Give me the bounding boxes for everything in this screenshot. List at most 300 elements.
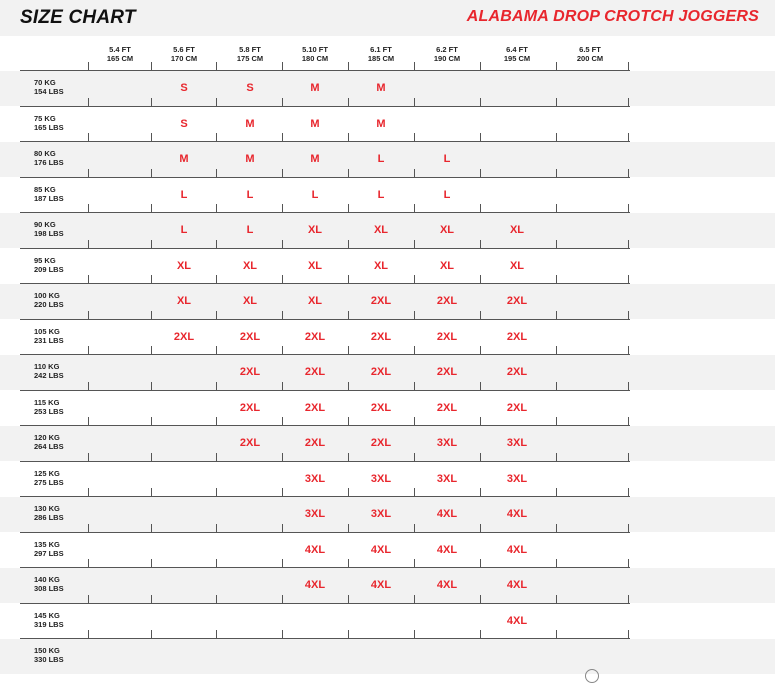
column-tick — [282, 169, 283, 177]
column-tick — [88, 382, 89, 390]
height-cm: 165 CM — [106, 54, 134, 63]
column-tick — [414, 275, 415, 283]
weight-kg: 140 KG — [34, 575, 60, 584]
column-tick — [556, 630, 557, 638]
size-cell: M — [179, 153, 189, 165]
row-weight-label — [34, 398, 64, 416]
column-tick — [348, 417, 349, 425]
column-header — [417, 45, 477, 63]
column-tick — [216, 382, 217, 390]
column-tick — [151, 169, 152, 177]
column-tick — [414, 133, 415, 141]
column-tick — [348, 169, 349, 177]
weight-lbs: 253 LBS — [34, 406, 64, 416]
column-tick — [480, 382, 481, 390]
size-cell: 2XL — [239, 366, 261, 378]
column-tick — [480, 204, 481, 212]
column-header — [351, 45, 411, 63]
column-tick — [414, 453, 415, 461]
column-tick — [556, 346, 557, 354]
weight-kg: 125 KG — [34, 468, 60, 478]
size-cell: L — [443, 188, 451, 201]
weight-kg: 75 KG — [34, 113, 56, 123]
column-tick — [480, 346, 481, 354]
weight-kg: 70 KG — [34, 78, 56, 87]
column-tick — [151, 133, 152, 141]
column-tick — [282, 311, 283, 319]
column-tick — [348, 524, 349, 532]
weight-kg: 100 KG — [34, 291, 60, 300]
size-cell: 2XL — [370, 401, 392, 414]
size-cell: 2XL — [370, 437, 392, 449]
column-header — [154, 45, 214, 63]
size-cell: M — [376, 117, 386, 130]
size-cell: 2XL — [436, 366, 458, 378]
size-cell: 4XL — [304, 543, 326, 556]
column-tick — [88, 311, 89, 319]
row-weight-label — [34, 362, 64, 380]
column-tick — [88, 524, 89, 532]
column-tick — [151, 98, 152, 106]
column-tick — [480, 559, 481, 567]
size-cell: L — [246, 224, 254, 236]
column-tick — [628, 453, 629, 461]
row-weight-label — [34, 78, 64, 96]
weight-lbs: 209 LBS — [34, 264, 64, 274]
size-cell: 2XL — [506, 330, 528, 343]
column-tick — [556, 453, 557, 461]
column-tick — [282, 240, 283, 248]
column-tick — [414, 62, 415, 70]
product-title: ALABAMA DROP CROTCH JOGGERS — [466, 8, 759, 25]
size-cell: XL — [176, 295, 192, 307]
weight-lbs: 220 LBS — [34, 300, 64, 309]
column-tick — [348, 453, 349, 461]
size-cell: 2XL — [436, 330, 458, 343]
column-tick — [556, 204, 557, 212]
weight-lbs: 187 LBS — [34, 193, 64, 203]
row-weight-label — [34, 433, 64, 451]
column-tick — [282, 630, 283, 638]
column-tick — [556, 133, 557, 141]
row-weight-label — [34, 220, 64, 238]
height-ft: 5.6 FT — [173, 45, 195, 54]
column-tick — [282, 204, 283, 212]
height-cm: 185 CM — [367, 54, 395, 63]
column-tick — [628, 524, 629, 532]
size-cell: 2XL — [304, 437, 326, 449]
height-cm: 195 CM — [503, 54, 531, 63]
column-tick — [88, 417, 89, 425]
column-tick — [414, 595, 415, 603]
size-cell: 4XL — [506, 579, 528, 591]
size-cell: 2XL — [506, 366, 528, 378]
size-cell: 4XL — [436, 508, 458, 520]
column-header — [220, 45, 280, 63]
column-tick — [556, 62, 557, 70]
column-tick — [282, 595, 283, 603]
column-tick — [628, 559, 629, 567]
column-tick — [88, 275, 89, 283]
size-cell: 4XL — [506, 543, 528, 556]
size-cell: 2XL — [436, 295, 458, 307]
column-tick — [480, 133, 481, 141]
column-tick — [414, 417, 415, 425]
weight-lbs: 264 LBS — [34, 442, 64, 451]
weight-kg: 130 KG — [34, 504, 60, 513]
size-cell: 2XL — [239, 401, 261, 414]
row-weight-label — [34, 540, 64, 558]
size-cell: 2XL — [370, 295, 392, 307]
size-row — [0, 604, 775, 639]
height-ft: 6.2 FT — [436, 45, 458, 54]
column-tick — [282, 275, 283, 283]
column-tick — [480, 275, 481, 283]
size-cell: 2XL — [370, 366, 392, 378]
column-tick — [414, 98, 415, 106]
column-tick — [151, 275, 152, 283]
size-cell: XL — [307, 224, 323, 236]
size-cell: XL — [439, 224, 455, 236]
header-bar — [0, 0, 775, 36]
height-ft: 6.1 FT — [370, 45, 392, 54]
column-tick — [88, 133, 89, 141]
size-cell: S — [246, 82, 254, 94]
size-cell: L — [180, 224, 188, 236]
column-tick — [88, 488, 89, 496]
size-cell: 2XL — [304, 401, 326, 414]
column-tick — [628, 169, 629, 177]
column-tick — [480, 62, 481, 70]
column-tick — [88, 595, 89, 603]
size-cell: 4XL — [304, 579, 326, 591]
size-cell: 3XL — [370, 472, 392, 485]
column-tick — [88, 559, 89, 567]
column-tick — [556, 382, 557, 390]
column-tick — [628, 204, 629, 212]
size-cell: 4XL — [370, 579, 392, 591]
size-cell: 2XL — [304, 330, 326, 343]
weight-lbs: 286 LBS — [34, 513, 64, 522]
height-cm: 170 CM — [170, 54, 198, 63]
height-cm: 190 CM — [433, 54, 461, 63]
column-tick — [151, 346, 152, 354]
column-tick — [216, 275, 217, 283]
column-header — [487, 45, 547, 63]
column-tick — [348, 204, 349, 212]
column-tick — [282, 488, 283, 496]
size-cell: L — [443, 153, 451, 165]
size-cell: 2XL — [304, 366, 326, 378]
column-tick — [216, 62, 217, 70]
column-tick — [348, 559, 349, 567]
column-tick — [628, 275, 629, 283]
column-tick — [414, 382, 415, 390]
column-tick — [216, 346, 217, 354]
column-header — [285, 45, 345, 63]
column-tick — [282, 453, 283, 461]
size-cell: XL — [242, 295, 258, 307]
size-row — [0, 639, 775, 674]
size-cell: XL — [509, 224, 525, 236]
column-tick — [151, 382, 152, 390]
column-tick — [282, 524, 283, 532]
column-tick — [348, 488, 349, 496]
weight-kg: 90 KG — [34, 220, 56, 229]
column-tick — [151, 204, 152, 212]
size-cell: 3XL — [304, 472, 326, 485]
column-tick — [556, 98, 557, 106]
size-cell: 3XL — [370, 508, 392, 520]
size-cell: 2XL — [370, 330, 392, 343]
registered-mark-icon — [585, 669, 599, 683]
column-tick — [348, 98, 349, 106]
weight-lbs: 154 LBS — [34, 87, 64, 96]
column-tick — [556, 417, 557, 425]
height-cm: 200 CM — [576, 54, 604, 63]
size-cell: M — [310, 153, 320, 165]
weight-kg: 110 KG — [34, 362, 60, 371]
size-cell: S — [180, 117, 188, 130]
column-tick — [348, 630, 349, 638]
column-tick — [151, 453, 152, 461]
column-header — [90, 45, 150, 63]
size-cell: 2XL — [173, 330, 195, 343]
size-cell: L — [180, 188, 188, 201]
column-tick — [414, 488, 415, 496]
column-header — [560, 45, 620, 63]
size-cell: XL — [242, 259, 258, 272]
column-tick — [556, 524, 557, 532]
size-chart-title: SIZE CHART — [20, 7, 136, 28]
column-tick — [216, 133, 217, 141]
column-tick — [282, 98, 283, 106]
size-cell: XL — [307, 295, 323, 307]
column-tick — [480, 488, 481, 496]
size-cell: M — [310, 82, 320, 94]
column-tick — [480, 311, 481, 319]
size-cell: 4XL — [436, 543, 458, 556]
column-tick — [348, 62, 349, 70]
row-weight-label — [34, 149, 64, 167]
column-tick — [282, 62, 283, 70]
size-cell: XL — [307, 259, 323, 272]
weight-lbs: 319 LBS — [34, 619, 64, 629]
column-tick — [88, 453, 89, 461]
size-cell: XL — [176, 259, 192, 272]
column-tick — [556, 169, 557, 177]
weight-kg: 85 KG — [34, 184, 56, 194]
column-tick — [414, 204, 415, 212]
height-ft: 6.5 FT — [579, 45, 601, 54]
row-weight-label — [34, 291, 64, 309]
size-cell: 4XL — [370, 543, 392, 556]
row-weight-label — [34, 504, 64, 522]
column-tick — [348, 346, 349, 354]
size-cell: XL — [439, 259, 455, 272]
column-tick — [216, 204, 217, 212]
size-cell: L — [377, 188, 385, 201]
size-cell: XL — [373, 259, 389, 272]
weight-kg: 150 KG — [34, 646, 60, 655]
column-tick — [348, 382, 349, 390]
weight-lbs: 165 LBS — [34, 122, 64, 132]
size-cell: XL — [509, 259, 525, 272]
column-tick — [216, 98, 217, 106]
weight-kg: 120 KG — [34, 433, 60, 442]
column-tick — [216, 488, 217, 496]
column-tick — [556, 595, 557, 603]
size-cell: 2XL — [239, 437, 261, 449]
size-cell: M — [310, 117, 320, 130]
column-tick — [88, 169, 89, 177]
height-ft: 5.10 FT — [302, 45, 328, 54]
size-cell: 2XL — [436, 401, 458, 414]
column-tick — [216, 169, 217, 177]
column-tick — [216, 311, 217, 319]
size-cell: 3XL — [506, 472, 528, 485]
column-tick — [414, 630, 415, 638]
weight-kg: 80 KG — [34, 149, 56, 158]
column-tick — [216, 559, 217, 567]
column-tick — [151, 488, 152, 496]
column-tick — [88, 204, 89, 212]
size-cell: 4XL — [506, 614, 528, 627]
size-cell: M — [376, 82, 386, 94]
column-tick — [414, 169, 415, 177]
column-tick — [414, 559, 415, 567]
weight-lbs: 297 LBS — [34, 548, 64, 558]
height-ft: 5.4 FT — [109, 45, 131, 54]
column-tick — [628, 240, 629, 248]
weight-kg: 115 KG — [34, 397, 60, 407]
column-tick — [480, 453, 481, 461]
weight-lbs: 308 LBS — [34, 584, 64, 593]
column-tick — [348, 311, 349, 319]
column-tick — [348, 240, 349, 248]
column-tick — [480, 417, 481, 425]
column-tick — [628, 98, 629, 106]
column-tick — [151, 417, 152, 425]
column-tick — [282, 559, 283, 567]
column-tick — [216, 524, 217, 532]
size-cell: 4XL — [436, 579, 458, 591]
column-tick — [88, 240, 89, 248]
column-tick — [282, 346, 283, 354]
row-weight-label — [34, 611, 64, 629]
weight-kg: 105 KG — [34, 326, 60, 336]
column-tick — [628, 311, 629, 319]
column-tick — [628, 488, 629, 496]
column-tick — [88, 98, 89, 106]
size-cell: 3XL — [506, 437, 528, 449]
column-tick — [628, 62, 629, 70]
column-tick — [151, 595, 152, 603]
column-tick — [282, 133, 283, 141]
column-tick — [628, 382, 629, 390]
weight-lbs: 275 LBS — [34, 477, 64, 487]
column-tick — [216, 630, 217, 638]
column-tick — [216, 240, 217, 248]
height-cm: 180 CM — [301, 54, 329, 63]
size-cell: L — [311, 188, 319, 201]
weight-lbs: 242 LBS — [34, 371, 64, 380]
size-cell: 3XL — [436, 472, 458, 485]
size-cell: 2XL — [506, 401, 528, 414]
column-tick — [480, 169, 481, 177]
weight-kg: 95 KG — [34, 255, 56, 265]
weight-kg: 135 KG — [34, 539, 60, 549]
column-tick — [88, 62, 89, 70]
column-tick — [151, 524, 152, 532]
column-tick — [216, 595, 217, 603]
column-tick — [480, 524, 481, 532]
weight-lbs: 330 LBS — [34, 655, 64, 664]
row-weight-label — [34, 646, 64, 664]
column-tick — [216, 417, 217, 425]
size-cell: L — [377, 153, 385, 165]
size-cell: L — [246, 188, 254, 201]
column-tick — [414, 240, 415, 248]
column-tick — [348, 595, 349, 603]
column-tick — [151, 630, 152, 638]
size-cell: 4XL — [506, 508, 528, 520]
row-weight-label — [34, 185, 64, 203]
height-cm: 175 CM — [236, 54, 264, 63]
column-tick — [88, 346, 89, 354]
column-tick — [414, 524, 415, 532]
column-tick — [348, 275, 349, 283]
size-cell: 2XL — [506, 295, 528, 307]
column-tick — [556, 311, 557, 319]
height-ft: 6.4 FT — [506, 45, 528, 54]
column-tick — [556, 488, 557, 496]
column-tick — [480, 630, 481, 638]
size-cell: 3XL — [304, 508, 326, 520]
column-tick — [480, 240, 481, 248]
column-tick — [282, 417, 283, 425]
column-tick — [480, 98, 481, 106]
size-cell: XL — [373, 224, 389, 236]
height-ft: 5.8 FT — [239, 45, 261, 54]
column-tick — [556, 240, 557, 248]
row-weight-label — [34, 327, 64, 345]
column-tick — [348, 133, 349, 141]
column-tick — [628, 595, 629, 603]
column-tick — [628, 346, 629, 354]
column-tick — [151, 311, 152, 319]
weight-kg: 145 KG — [34, 610, 60, 620]
column-tick — [628, 417, 629, 425]
column-tick — [628, 133, 629, 141]
column-tick — [151, 559, 152, 567]
size-cell: M — [245, 153, 255, 165]
row-weight-label — [34, 469, 64, 487]
size-cell: 2XL — [239, 330, 261, 343]
row-weight-label — [34, 575, 64, 593]
column-tick — [88, 630, 89, 638]
column-tick — [414, 346, 415, 354]
column-tick — [628, 630, 629, 638]
size-cell: S — [180, 82, 188, 94]
row-weight-label — [34, 114, 64, 132]
size-cell: 3XL — [436, 437, 458, 449]
column-tick — [480, 595, 481, 603]
weight-lbs: 198 LBS — [34, 229, 64, 238]
size-cell: M — [245, 117, 255, 130]
weight-lbs: 176 LBS — [34, 158, 64, 167]
column-tick — [216, 453, 217, 461]
